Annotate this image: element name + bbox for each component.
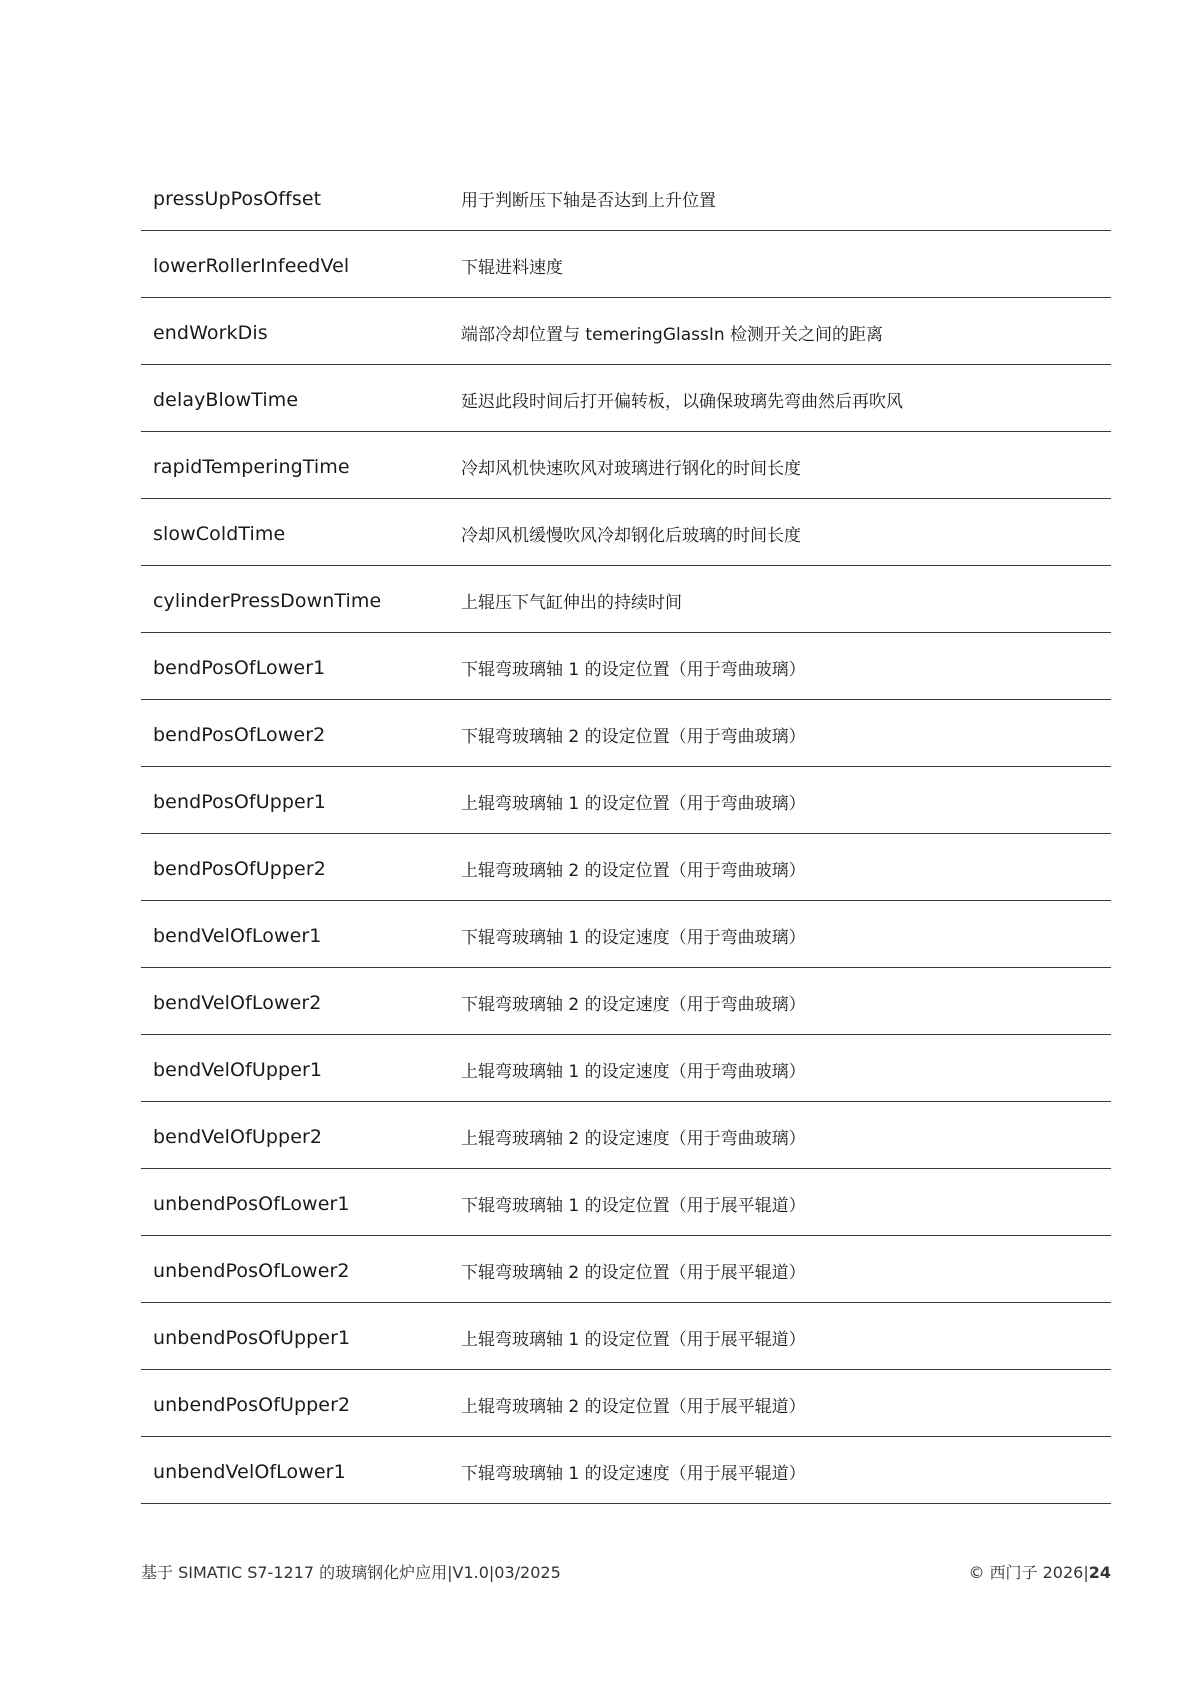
param-name: bendVelOfLower1: [153, 925, 322, 947]
table-row: [141, 767, 1111, 834]
page-number: 24: [1088, 1563, 1111, 1582]
param-description: 上辊弯玻璃轴 1 的设定位置（用于弯曲玻璃）: [461, 794, 806, 814]
param-name: unbendVelOfLower1: [153, 1461, 346, 1483]
table-row: [141, 968, 1111, 1035]
param-description: 上辊弯玻璃轴 1 的设定速度（用于弯曲玻璃）: [461, 1062, 806, 1082]
param-name: cylinderPressDownTime: [153, 590, 382, 612]
table-row: [141, 1370, 1111, 1437]
table-row: [141, 231, 1111, 298]
param-description: 下辊进料速度: [461, 258, 563, 278]
table-row: [141, 365, 1111, 432]
param-name: unbendPosOfUpper2: [153, 1394, 351, 1416]
table-row: [141, 566, 1111, 633]
param-description: 用于判断压下轴是否达到上升位置: [461, 191, 716, 211]
param-description: 上辊弯玻璃轴 1 的设定位置（用于展平辊道）: [461, 1330, 806, 1350]
table-row: [141, 298, 1111, 365]
table-row: [141, 1169, 1111, 1236]
param-name: endWorkDis: [153, 322, 268, 344]
param-description: 上辊压下气缸伸出的持续时间: [461, 593, 682, 613]
param-name: bendPosOfUpper2: [153, 858, 326, 880]
param-description: 延迟此段时间后打开偏转板，以确保玻璃先弯曲然后再吹风: [461, 392, 903, 412]
param-description: 下辊弯玻璃轴 2 的设定速度（用于弯曲玻璃）: [461, 995, 806, 1015]
table-row: [141, 1236, 1111, 1303]
param-description: 下辊弯玻璃轴 1 的设定位置（用于弯曲玻璃）: [461, 660, 806, 680]
param-description: 上辊弯玻璃轴 2 的设定速度（用于弯曲玻璃）: [461, 1129, 806, 1149]
table-row: [141, 1437, 1111, 1504]
param-name: unbendPosOfLower2: [153, 1260, 350, 1282]
footer-copyright-text: © 西门子 2026|: [968, 1563, 1089, 1582]
table-row: [141, 700, 1111, 767]
param-description: 下辊弯玻璃轴 1 的设定位置（用于展平辊道）: [461, 1196, 806, 1216]
table-row: [141, 633, 1111, 700]
table-row: [141, 1303, 1111, 1370]
param-name: lowerRollerInfeedVel: [153, 255, 350, 277]
table-row: [141, 834, 1111, 901]
param-name: delayBlowTime: [153, 389, 299, 411]
param-name: slowColdTime: [153, 523, 286, 545]
table-row: [141, 1102, 1111, 1169]
table-row: [141, 901, 1111, 968]
param-description: 下辊弯玻璃轴 2 的设定位置（用于弯曲玻璃）: [461, 727, 806, 747]
param-name: bendVelOfLower2: [153, 992, 322, 1014]
param-name: bendPosOfUpper1: [153, 791, 326, 813]
param-name: rapidTemperingTime: [153, 456, 350, 478]
param-description: 端部冷却位置与 temeringGlassIn 检测开关之间的距离: [461, 325, 884, 345]
param-description: 下辊弯玻璃轴 1 的设定速度（用于展平辊道）: [461, 1464, 806, 1484]
param-name: unbendPosOfLower1: [153, 1193, 350, 1215]
param-name: pressUpPosOffset: [153, 188, 322, 210]
param-description: 冷却风机缓慢吹风冷却钢化后玻璃的时间长度: [461, 526, 801, 546]
parameter-table: [141, 164, 1111, 1504]
param-name: unbendPosOfUpper1: [153, 1327, 351, 1349]
footer-copyright: [968, 1560, 1111, 1583]
param-description: 上辊弯玻璃轴 2 的设定位置（用于弯曲玻璃）: [461, 861, 806, 881]
param-description: 冷却风机快速吹风对玻璃进行钢化的时间长度: [461, 459, 801, 479]
footer-document-title: 基于 SIMATIC S7-1217 的玻璃钢化炉应用|V1.0|03/2025: [141, 1563, 561, 1582]
param-name: bendVelOfUpper2: [153, 1126, 323, 1148]
table-row: [141, 432, 1111, 499]
param-name: bendVelOfUpper1: [153, 1059, 323, 1081]
param-description: 下辊弯玻璃轴 2 的设定位置（用于展平辊道）: [461, 1263, 806, 1283]
param-name: bendPosOfLower1: [153, 657, 326, 679]
param-description: 上辊弯玻璃轴 2 的设定位置（用于展平辊道）: [461, 1397, 806, 1417]
param-description: 下辊弯玻璃轴 1 的设定速度（用于弯曲玻璃）: [461, 928, 806, 948]
table-row: [141, 164, 1111, 231]
param-name: bendPosOfLower2: [153, 724, 326, 746]
table-row: [141, 499, 1111, 566]
table-row: [141, 1035, 1111, 1102]
